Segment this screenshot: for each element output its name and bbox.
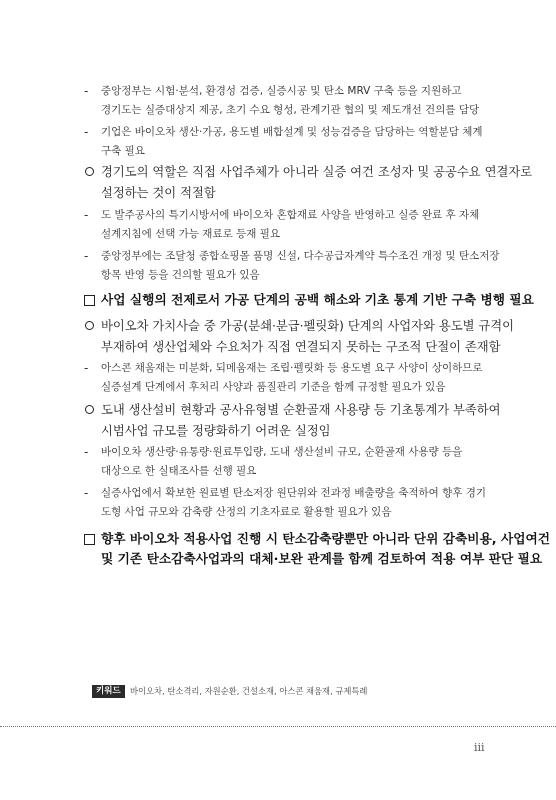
dash-item-text: 바이오차 생산량·유통량·원료투입량, 도내 생산설비 규모, 순환골재 사용량 등을 [101,446,463,458]
square-item-text: 향후 바이오차 적용사업 진행 시 탄소감축량뿐만 아니라 단위 감축비용, 사업여건 [101,531,551,546]
dash-item-text: 중앙정부에는 조달청 종합쇼핑몰 품명 신설, 다수공급자계약 특수조건 개정 및 탄소저장 [101,250,500,262]
dash-item-text: 대상으로 한 실태조사를 선행 필요 [101,465,257,477]
circle-bullet-icon [85,167,94,176]
circle-item-text: 설정하는 것이 적절함 [101,186,216,200]
keyword-list: 바이오차, 탄소격리, 자원순환, 건설소재, 아스콘 채움재, 규제특례 [130,686,368,696]
dash-item-text: 설계지침에 선택 가능 재료로 등재 필요 [101,228,280,240]
dash-item-text: 실증설계 단계에서 후처리 사양과 품질관리 기준을 함께 규정할 필요가 있음 [101,381,446,393]
dash-item-text: 항목 반영 등을 건의할 필요가 있음 [101,269,260,281]
dash-item-text: 기업은 바이오차 생산·가공, 용도별 배합설계 및 성능검증을 담당하는 역할분담 체계 [101,126,483,138]
dash-item-text: 도 발주공사의 특기시방서에 바이오차 혼합재료 사양을 반영하고 실증 완료 후 자체 [101,209,480,221]
dash-item-text: 아스콘 채움재는 미분화, 되메움재는 조립·펠릿화 등 용도별 요구 사양이 상이하므로 [101,362,483,374]
checkbox-bullet-icon [84,534,95,545]
circle-bullet-icon [85,321,94,330]
circle-item-text: 시범사업 규모를 정량화하기 어려운 실정임 [101,424,331,438]
circle-item-text: 경기도의 역할은 직접 사업주체가 아니라 실증 여건 조성자 및 공공수요 연결자로 [101,165,533,179]
circle-item-text: 도내 생산설비 현황과 공사유형별 순환골재 사용량 등 기초통계가 부족하여 [101,403,501,417]
dash-bullet: - [84,125,89,139]
dash-bullet: - [84,361,89,375]
checkbox-bullet-icon [84,295,95,306]
dash-bullet: - [84,445,89,459]
dash-bullet: - [84,84,89,98]
circle-item-text: 바이오차 가치사슬 중 가공(분쇄·분급·펠릿화) 단계의 사업자와 용도별 규격이 [101,319,515,333]
square-item-text: 및 기존 탄소감축사업과의 대체·보완 관계를 함께 검토하여 적용 여부 판단 필요 [101,551,543,566]
square-item-text: 사업 실행의 전제로서 가공 단계의 공백 해소와 기초 통계 기반 구축 병행 필요 [101,292,534,307]
page-divider [0,726,556,727]
dash-bullet: - [84,249,89,263]
dash-bullet: - [84,486,89,500]
keyword-badge: 키워드 [92,685,125,698]
dash-item-text: 구축 필요 [101,145,145,157]
dash-item-text: 실증사업에서 확보한 원료별 탄소저장 원단위와 전과정 배출량을 축적하여 향후 경기 [101,487,487,499]
page-number: iii [474,741,485,754]
dash-item-text: 도형 사업 규모와 감축량 산정의 기초자료로 활용할 필요가 있음 [101,506,392,518]
circle-bullet-icon [85,405,94,414]
dash-item-text: 중앙정부는 시험·분석, 환경성 검증, 실증시공 및 탄소 MRV 구축 등을 지원하고 [101,85,462,97]
dash-bullet: - [84,208,89,222]
circle-item-text: 부재하여 생산업체와 수요처가 직접 연결되지 못하는 구조적 단절이 존재함 [101,340,501,354]
dash-item-text: 경기도는 실증대상지 제공, 초기 수요 형성, 관계기관 협의 및 제도개선 건의를 담당 [101,104,480,116]
